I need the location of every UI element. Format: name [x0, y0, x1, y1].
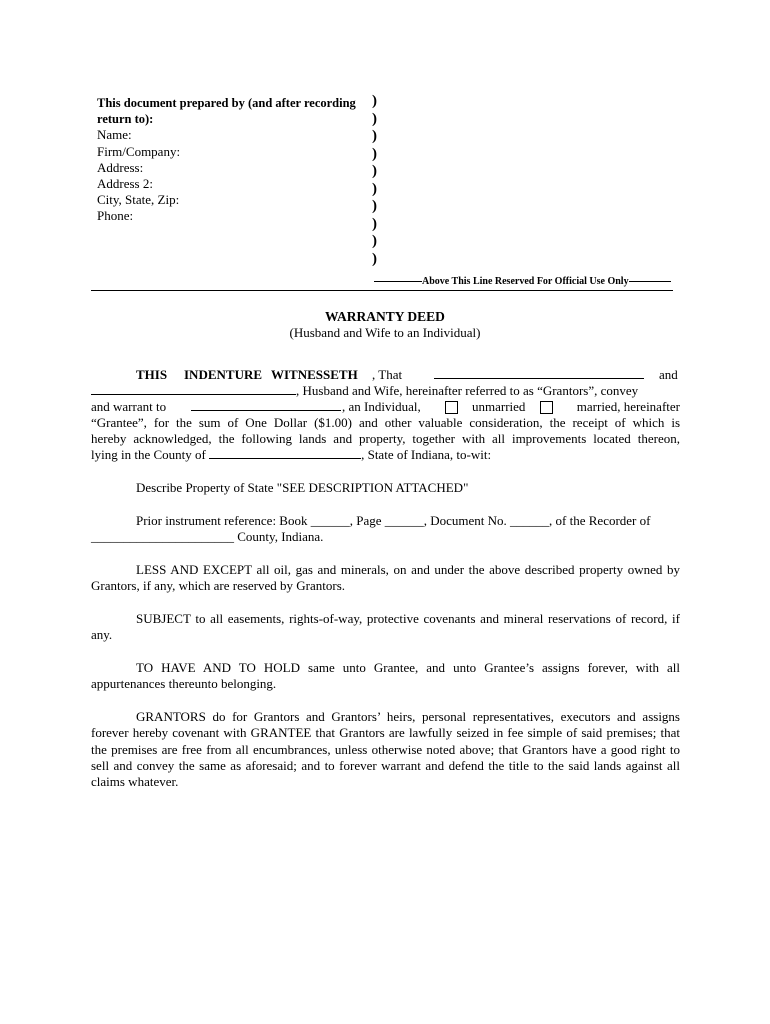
official-use-notice — [374, 276, 666, 288]
paren: ) — [372, 93, 377, 109]
intro-line-3 — [91, 399, 680, 415]
paren: ) — [372, 215, 377, 232]
intro-line-2 — [91, 383, 638, 399]
intro-line-5: hereby acknowledged, the following lands and property, together with all improvements located thereon, — [91, 431, 680, 446]
an-individual-text: , an Individual, — [342, 399, 421, 414]
city-state-zip-field-label: City, State, Zip: — [97, 192, 180, 208]
dash-rule — [374, 281, 422, 282]
paren: ) — [372, 128, 377, 144]
name-field-label: Name: — [97, 127, 132, 143]
official-use-text: Above This Line Reserved For Official Use Only — [422, 276, 629, 287]
intro-line-4: “Grantee”, for the sum of One Dollar ($1.00) and other valuable consideration, the receipt of which is — [91, 415, 680, 430]
married-label: married, hereinafter — [576, 399, 680, 414]
paren: ) — [372, 250, 377, 267]
this-word: THIS — [136, 367, 168, 382]
intro-line-6 — [91, 447, 491, 463]
paren: ) — [372, 145, 377, 162]
paren: ) — [372, 233, 377, 249]
grantor-2-blank[interactable] — [91, 383, 296, 395]
habendum-paragraph: TO HAVE AND TO HOLD same unto Grantee, and unto Grantee’s assigns forever, with all appurtenances thereunto belonging. — [91, 660, 680, 692]
firm-field-label: Firm/Company: — [97, 143, 181, 159]
paren: ) — [372, 180, 377, 197]
county-blank[interactable] — [209, 447, 361, 459]
witnesseth-word: WITNESSETH — [271, 367, 358, 382]
unmarried-label: unmarried — [472, 399, 526, 414]
less-except-paragraph: LESS AND EXCEPT all oil, gas and minerals, on and under the above described property owned by Grantors, if any, which are reserved by Grantors. — [91, 562, 680, 594]
indenture-word: INDENTURE — [184, 367, 263, 382]
prior-instrument-line-1: Prior instrument reference: Book ______, Page ______, Document No. ______, of the Recorder of — [136, 513, 651, 528]
dash-rule — [629, 281, 671, 282]
property-description: Describe Property of State "SEE DESCRIPTION ATTACHED" — [136, 480, 469, 495]
document-subtitle: (Husband and Wife to an Individual) — [289, 325, 481, 340]
document-title: WARRANTY DEED — [325, 309, 445, 324]
address-field-label: Address: — [97, 159, 144, 175]
prepared-by-heading-2: return to): — [97, 112, 154, 127]
prepared-by-heading: This document prepared by (and after recording — [97, 96, 356, 110]
warrant-to-text: and warrant to — [91, 399, 167, 414]
and-word: and — [659, 367, 678, 382]
grantors-covenant-paragraph: GRANTORS do for Grantors and Grantors’ heirs, personal representatives, executors and assigns forever hereby covenant with GRANTEE that Grantors are lawfully seized in fee simple of said premises; that the premises are free from all encumbrances, unless otherwise noted above; that Grantors have a good right to sell and convey the same as aforesaid; and to forever warrant and defend the title to the said lands against all claims whatever. — [91, 709, 680, 790]
prior-instrument-line-2: ______________________ County, Indiana. — [91, 529, 324, 544]
subject-paragraph: SUBJECT to all easements, rights-of-way, protective covenants and mineral reservations of record, if any. — [91, 611, 680, 643]
grantor-1-blank[interactable] — [434, 367, 644, 379]
county-pre-text: lying in the County of — [91, 447, 206, 462]
prepared-by-block — [97, 95, 377, 225]
married-checkbox[interactable] — [540, 401, 553, 414]
reserved-divider — [91, 290, 673, 291]
husband-wife-text: , Husband and Wife, hereinafter referred to as “Grantors”, convey — [296, 383, 639, 398]
paren: ) — [372, 198, 377, 214]
address2-field-label: Address 2: — [97, 175, 153, 191]
county-post-text: , State of Indiana, to-wit: — [361, 447, 492, 462]
that-word: , That — [372, 367, 403, 382]
parenthesis-column — [372, 93, 382, 268]
paren: ) — [372, 110, 377, 127]
unmarried-checkbox[interactable] — [445, 401, 458, 414]
paren: ) — [372, 163, 377, 179]
phone-field-label: Phone: — [97, 208, 134, 224]
grantee-blank[interactable] — [191, 399, 341, 411]
